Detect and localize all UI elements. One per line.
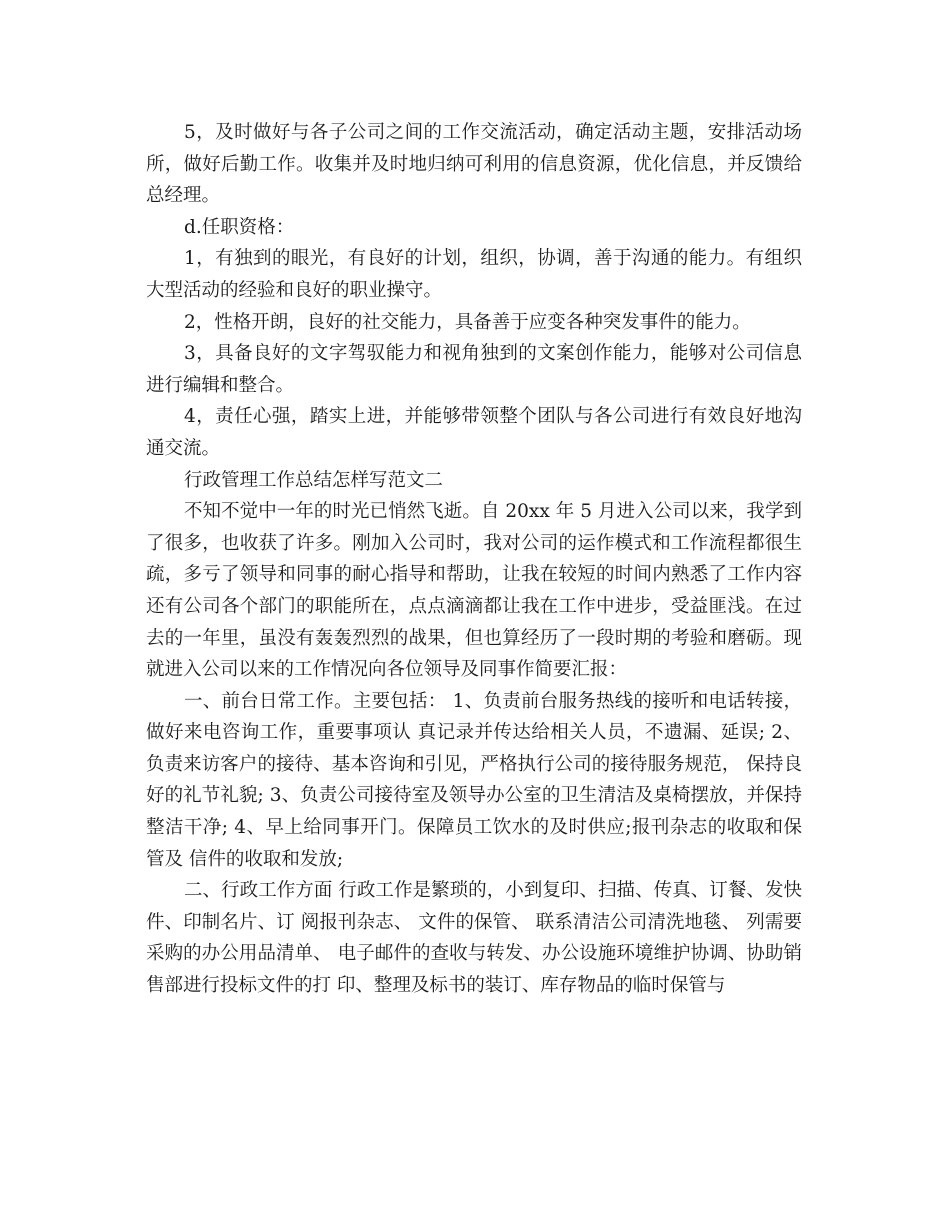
section-heading-qualifications: d.任职资格： — [184, 216, 295, 238]
qualification-item-1: 1，有独到的眼光，有良好的计划，组织，协调，善于沟通的能力。有组织大型活动的经验和良好的职业操守。 — [146, 248, 802, 301]
document-body — [146, 117, 802, 1002]
intro-paragraph: 不知不觉中一年的时光已悄然飞逝。自 20xx 年 5 月进入公司以来，我学到 了很多，也收获了许多。刚加入公司时，我对公司的运作模式和工作流程都很生 疏，多亏了领导和同事的耐心指导和帮助，让我在较短的时间内熟悉了工作内容 还有公司各个部门的职能所在，点点滴滴都让我在工作中进步，受益匪浅。在过 去的一年里，虽没有轰轰烈烈的战果，但也算经历了一段时期的考验和磨砺。现 就进入公司以来的工作情况向各位领导及同事作简要汇报： — [146, 501, 802, 681]
qualification-item-2: 2，性格开朗，良好的社交能力，具备善于应变各种突发事件的能力。 — [184, 311, 751, 333]
admin-work-paragraph: 二、行政工作方面 行政工作是繁琐的，小到复印、扫描、传真、订餐、发快件、印制名片、订 阅报刊杂志、 文件的保管、 联系清洁公司清洗地毯、 列需要采购的办公用品清单、 电子邮件的查收与转发、办公设施环境维护协调、协助销售部进行投标文件的打 印、整理及标书的装订、库存物品的临时保管与 — [146, 880, 802, 997]
front-desk-paragraph: 一、前台日常工作。主要包括： 1、负责前台服务热线的接听和电话转接，做好来电咨询工作，重要事项认 真记录并传达给相关人员，不遗漏、延误; 2、负责来访客户的接待、基本咨询和引见，严格执行公司的接待服务规范， 保持良好的礼节礼貌; 3、负责公司接待室及领导办公室的卫生清洁及桌椅摆放，并保持整洁干净; 4、早上给同事开门。保障员工饮水的及时供应;报刊杂志的收取和保管及 信件的收取和发放; — [146, 690, 802, 870]
paragraph-item-5-duty: 5，及时做好与各子公司之间的工作交流活动，确定活动主题，安排活动场所，做好后勤工作。收集并及时地归纳可利用的信息资源，优化信息，并反馈给总经理。 — [146, 122, 802, 207]
qualification-item-3: 3，具备良好的文字驾驭能力和视角独到的文案创作能力，能够对公司信息进行编辑和整合。 — [146, 343, 802, 396]
section-title-sample-two: 行政管理工作总结怎样写范文二 — [184, 469, 444, 491]
qualification-item-4: 4，责任心强，踏实上进，并能够带领整个团队与各公司进行有效良好地沟通交流。 — [146, 406, 802, 459]
